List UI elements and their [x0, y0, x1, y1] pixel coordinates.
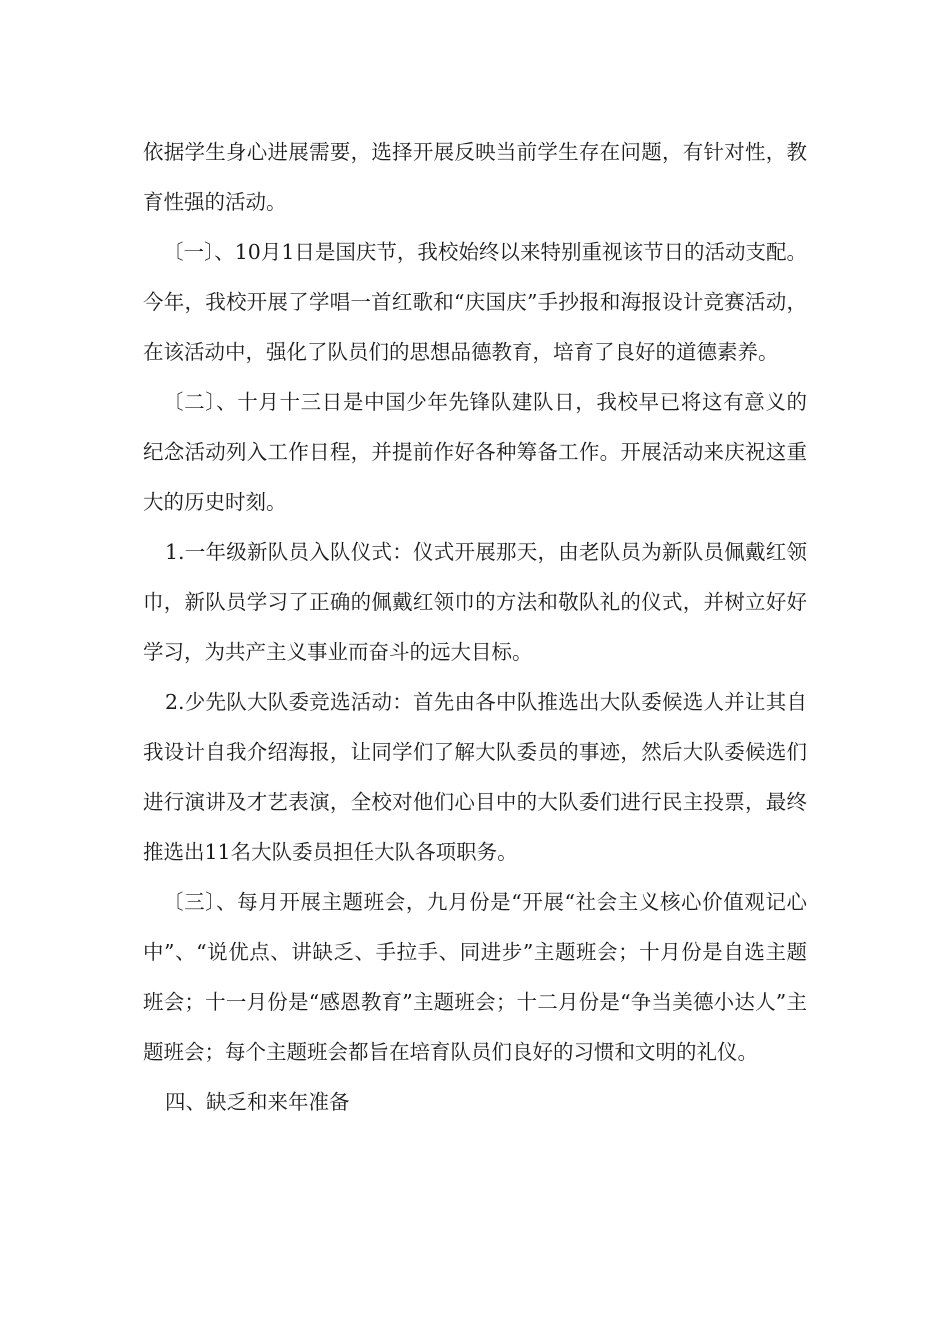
paragraph-item-1: 1.一年级新队员入队仪式：仪式开展那天，由老队员为新队员佩戴红领巾，新队员学习了正确的佩戴红领巾的方法和敬队礼的仪式，并树立好好学习，为共产主义事业而奋斗的远大目标。: [143, 540, 807, 664]
paragraph-item-2: 2.少先队大队委竞选活动：首先由各中队推选出大队委候选人并让其自我设计自我介绍海报，让同学们了解大队委员的事迹，然后大队委候选们进行演讲及才艺表演，全校对他们心目中的大队委们进行民主投票，最终推选出11名大队委员担任大队各项职务。: [143, 690, 807, 864]
section-heading-4: 四、缺乏和来年准备: [165, 1090, 350, 1114]
paragraph-section-1: 〔一〕、10月1日是国庆节，我校始终以来特别重视该节日的活动支配。今年，我校开展了学唱一首红歌和“庆国庆”手抄报和海报设计竞赛活动，在该活动中，强化了队员们的思想品德教育，培育了良好的道德素养。: [143, 240, 807, 364]
paragraph-section-3: 〔三〕、每月开展主题班会，九月份是“开展“社会主义核心价值观记心中”、“说优点、讲缺乏、手拉手、同进步”主题班会；十月份是自选主题班会；十一月份是“感恩教育”主题班会；十二月份是“争当美德小达人”主题班会；每个主题班会都旨在培育队员们良好的习惯和文明的礼仪。: [143, 890, 807, 1064]
paragraph-section-2: 〔二〕、十月十三日是中国少年先锋队建队日，我校早已将这有意义的纪念活动列入工作日程，并提前作好各种筹备工作。开展活动来庆祝这重大的历史时刻。: [143, 390, 807, 514]
document-body: [143, 127, 807, 1127]
paragraph-intro: 依据学生身心进展需要，选择开展反映当前学生存在问题，有针对性，教育性强的活动。: [143, 140, 807, 214]
